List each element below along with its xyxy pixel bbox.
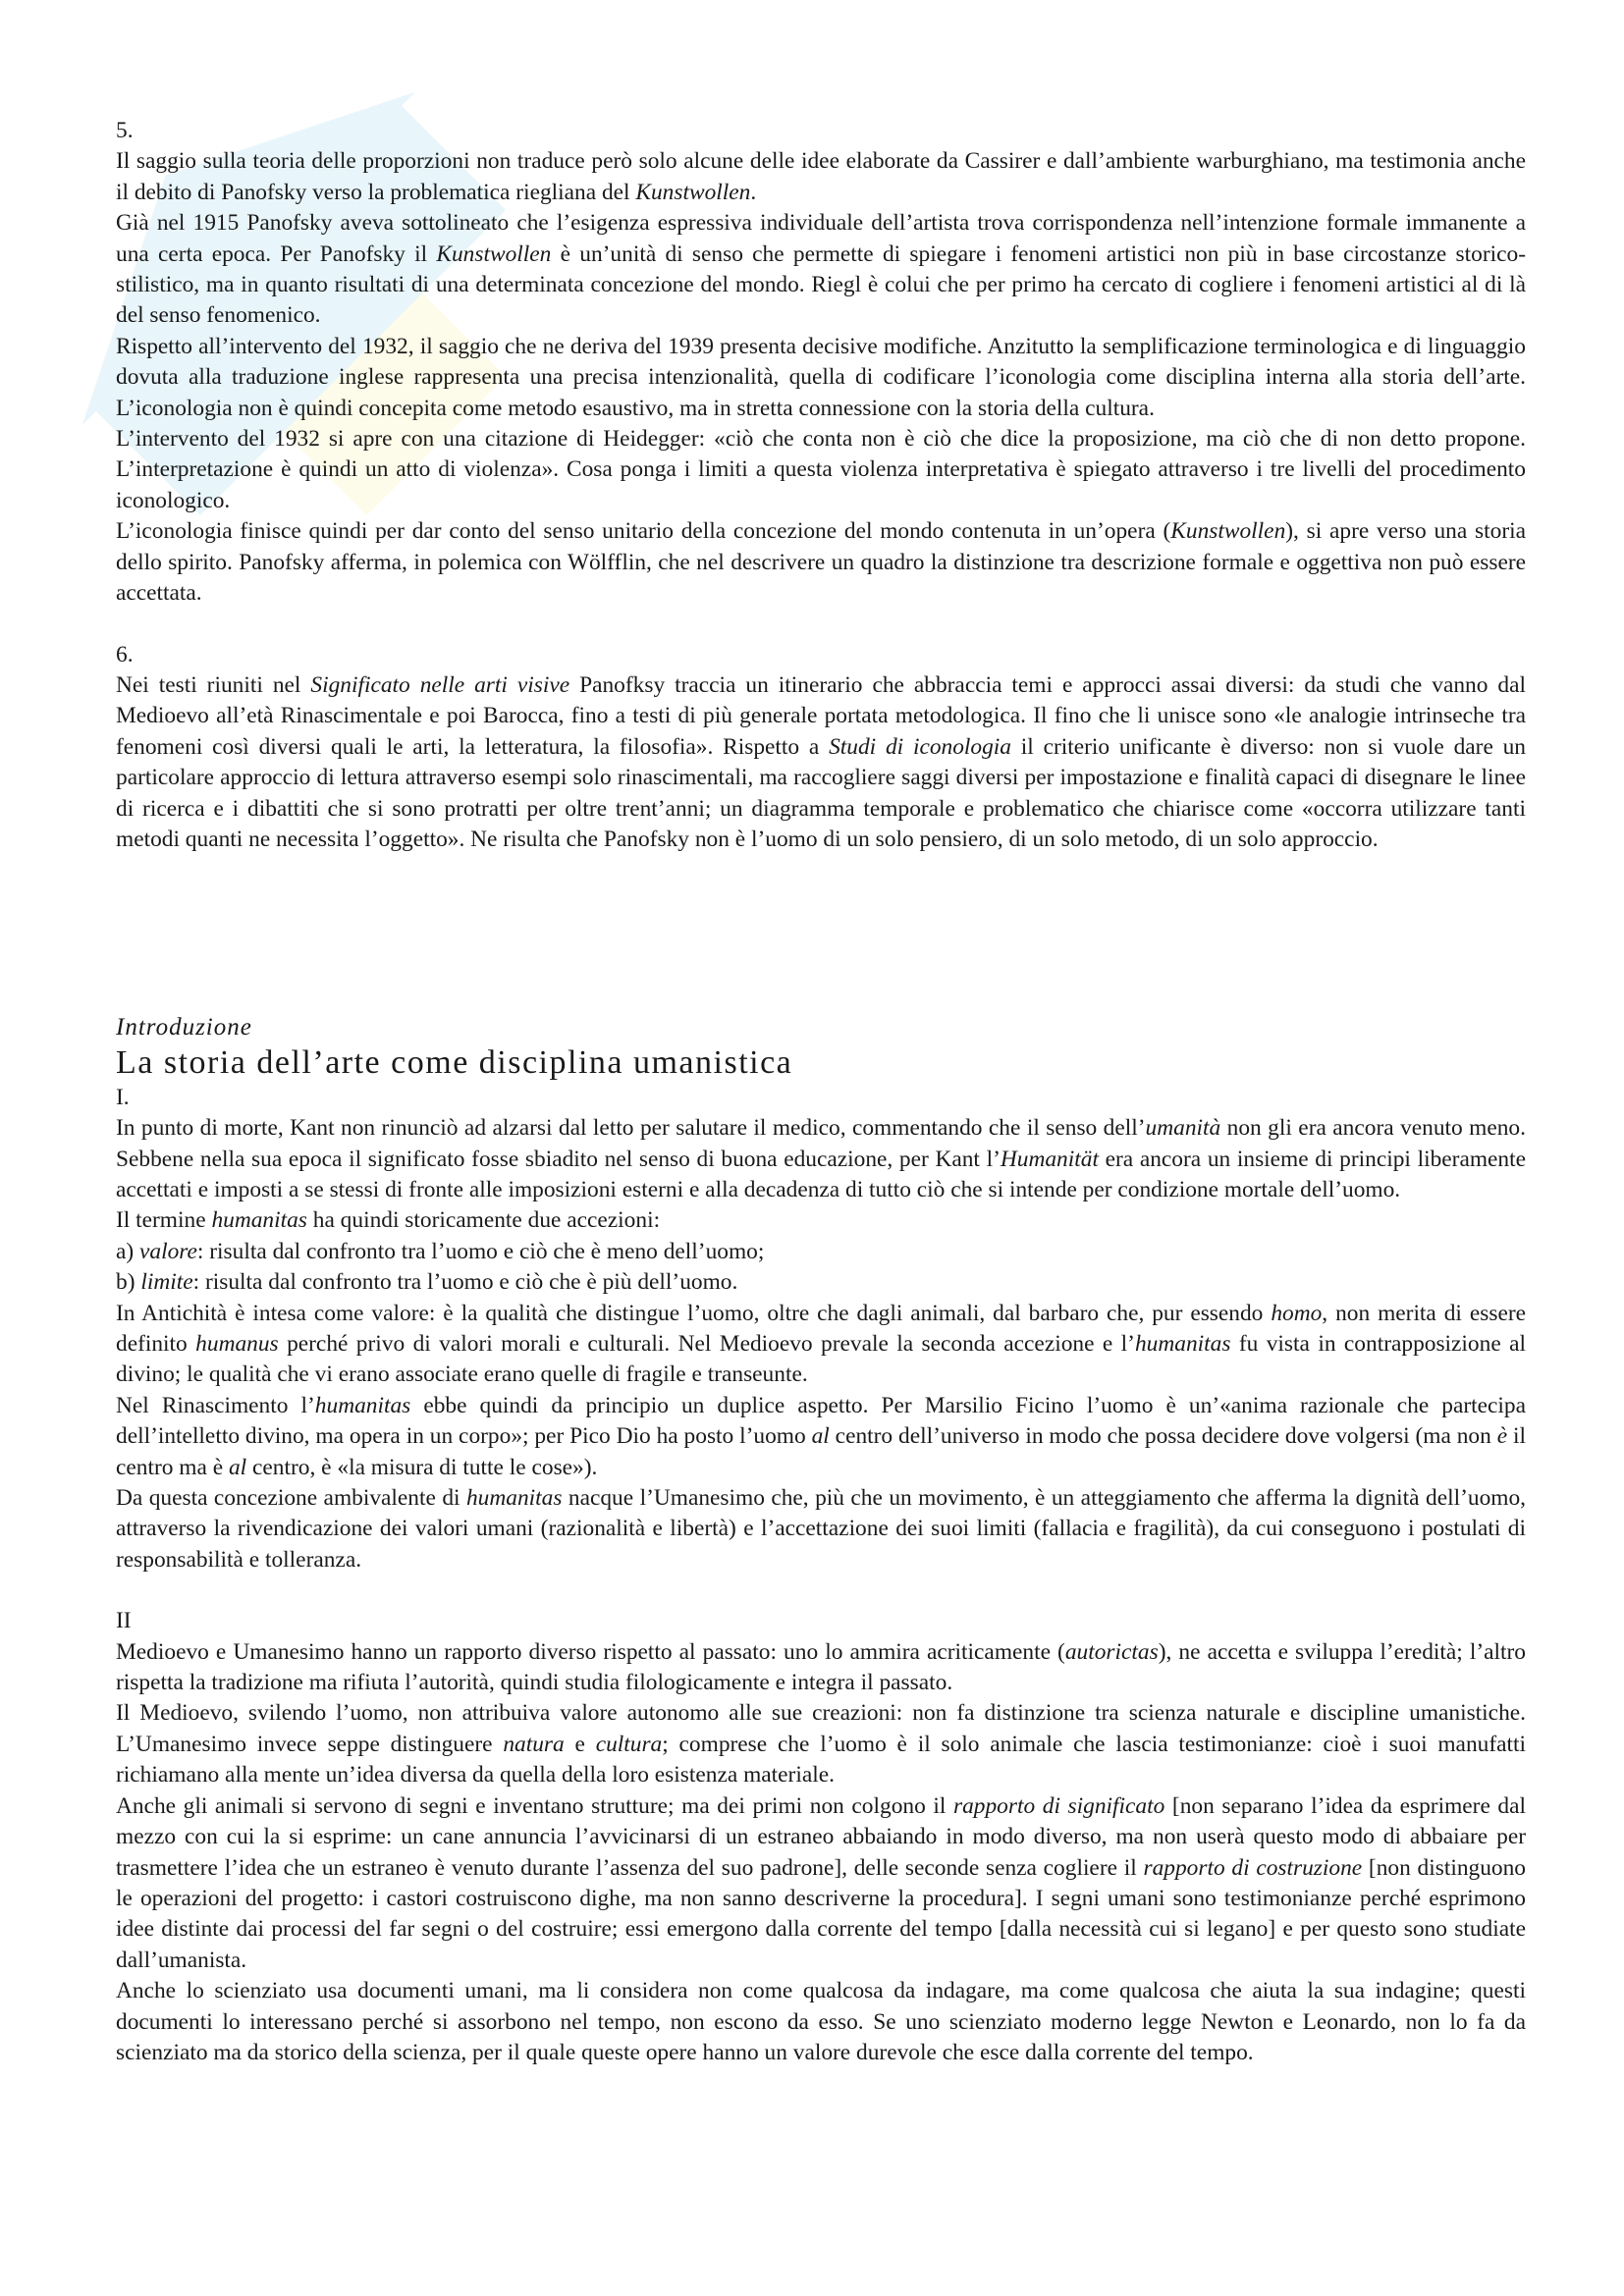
italic-text: Kunstwollen: [436, 240, 552, 267]
document-page: [116, 116, 1526, 2068]
text-run: a): [116, 1238, 140, 1264]
italic-text: valore: [139, 1238, 197, 1264]
italic-text: umanità: [1145, 1115, 1221, 1142]
section-number: 5.: [116, 118, 134, 143]
text-run: b): [116, 1269, 141, 1296]
text-run: ebbe quindi da principio un duplice aspetto. Per Marsilio Ficino l’uomo è un’«anima razionale che partecipa dell’intelletto divino, ma opera in un corpo»; per Pico Dio ha posto l’uomo: [116, 1392, 1526, 1450]
paragraph: [116, 1791, 1526, 1976]
text-run: non gli era ancora venuto meno. Sebbene nella sua epoca il significato fosse sbiadito nel senso di buona educazione, per Kant l’: [116, 1115, 1526, 1172]
text-run: Il Medioevo, svilendo l’uomo, non attribuiva valore autonomo alle sue creazioni: non fa distinzione tra scienza naturale e discipline umanistiche. L’Umanesimo invece seppe distinguere: [116, 1700, 1526, 1757]
text-run: Nei testi riuniti nel: [116, 671, 311, 698]
text-run: Panofksy traccia un itinerario che abbraccia temi e approcci assai diversi: da studi che vanno dal Medioevo all’età Rinascimentale e poi Barocca, fino a testi di più generale portata metodologica. Il fino che li unisce sono «le analogie intrinseche tra fenomeni così diversi quali le arti, la letteratura, la filosofia». Rispetto a: [116, 671, 1526, 760]
paragraph: [116, 146, 1526, 208]
paragraph: [116, 1976, 1526, 2068]
text-run: Da questa concezione ambivalente di: [116, 1485, 466, 1512]
paragraph: [116, 1237, 1526, 1267]
italic-text: Significato nelle arti visive: [310, 671, 570, 698]
text-run: Anche lo scienziato usa documenti umani, ma li considera non come qualcosa da indagare, ma come qualcosa che aiuta la sua indagine; questi documenti lo interessano perché si assorbono nel tempo, non escono da esso. Se uno scienziato moderno legge Newton e Leonardo, non lo fa da scienziato ma da storico della scienza, per il quale queste opere hanno un valore durevole che esce dalla corrente del tempo.: [116, 1978, 1526, 2065]
paragraph: [116, 1205, 1526, 1236]
paragraph: [116, 1391, 1526, 1483]
italic-text: Humanität: [1000, 1146, 1099, 1172]
paragraph: [116, 516, 1526, 609]
chapter-label: Introduzione: [116, 1014, 252, 1041]
italic-text: Kunstwollen: [1170, 518, 1286, 545]
italic-text: è: [1496, 1423, 1508, 1450]
text-run: e: [564, 1731, 596, 1757]
text-run: Nel Rinascimento l’: [116, 1392, 315, 1418]
italic-text: Kunstwollen: [635, 179, 751, 205]
section-5: [116, 116, 1526, 610]
paragraph: [116, 1483, 1526, 1575]
italic-text: humanus: [195, 1331, 279, 1357]
text-run: ), si apre verso una storia dello spirito. Panofsky afferma, in polemica con Wölfflin, che nel descrivere un quadro la distinzione tra descrizione formale e oggettiva non può essere accettata.: [116, 518, 1526, 607]
text-run: perché privo di valori morali e culturali. Nel Medioevo prevale la seconda accezione e l’: [278, 1331, 1135, 1357]
italic-text: homo: [1271, 1300, 1323, 1326]
paragraph: [116, 424, 1526, 516]
italic-text: humanitas: [314, 1392, 411, 1418]
text-run: [non separano l’idea da esprimere dal mezzo con cui la si esprime: un cane annuncia l’avvicinarsi di un estraneo abbaiando in modo diverso, ma non userà questo modo di abbaiare per trasmettere l’idea che un estraneo è venuto durante l’assenza del suo padrone], delle seconde senza cogliere il: [116, 1792, 1526, 1881]
text-run: [non distinguono le operazioni del progetto: i castori costruiscono dighe, ma non sanno descriverne la procedura]. I segni umani sono testimonianze perché esprimono idee distinte dai processi del far segni o del costruire; essi emergono dalla corrente del tempo [dalla necessità cui si legano] e per questo sono studiate dall’umanista.: [116, 1854, 1526, 1973]
paragraph: [116, 670, 1526, 855]
section-I: [116, 1083, 1526, 1576]
italic-text: al: [811, 1423, 830, 1450]
chapter-title: La storia dell’arte come disciplina umanistica: [116, 1043, 793, 1081]
section-number: II: [116, 1608, 132, 1634]
italic-text: al: [228, 1454, 247, 1480]
text-run: il centro ma è: [116, 1423, 1526, 1480]
section-6: [116, 640, 1526, 856]
text-run: Anche gli animali si servono di segni e inventano strutture; ma dei primi non colgono il: [116, 1792, 953, 1819]
paragraph: [116, 1698, 1526, 1790]
text-run: Il termine: [116, 1207, 212, 1234]
text-run: In punto di morte, Kant non rinunciò ad alzarsi dal letto per salutare il medico, commentando che il senso dell’: [116, 1115, 1146, 1142]
paragraph: [116, 1267, 1526, 1298]
text-run: ha quindi storicamente due accezioni:: [306, 1207, 661, 1234]
italic-text: autorictas: [1064, 1638, 1159, 1665]
text-run: In Antichità è intesa come valore: è la qualità che distingue l’uomo, oltre che dagli animali, dal barbaro che, pur essendo: [116, 1300, 1272, 1326]
section-number: I.: [116, 1084, 130, 1110]
paragraph: [116, 1637, 1526, 1699]
text-run: , non merita di essere definito: [116, 1300, 1526, 1357]
text-run: ), ne accetta e sviluppa l’eredità; l’altro rispetta la tradizione ma rifiuta l’autorità, quindi studia filologicamente e integra il passato.: [116, 1638, 1527, 1696]
text-run: L’iconologia finisce quindi per dar conto del senso unitario della concezione del mondo contenuta in un’opera (: [116, 518, 1171, 545]
section-body: [116, 1113, 1526, 1575]
text-run: era ancora un insieme di principi liberamente accettati e imposti a se stessi di fronte alle imposizioni esterni e alla decadenza di tutto ciò che si intende per condizione mortale dell’uomo.: [116, 1146, 1526, 1202]
text-run: centro, è «la misura di tutte le cose»).: [246, 1454, 598, 1480]
text-run: : risulta dal confronto tra l’uomo e ciò che è meno dell’uomo;: [196, 1238, 765, 1264]
paragraph: [116, 208, 1526, 332]
text-run: : risulta dal confronto tra l’uomo e ciò che è più dell’uomo.: [192, 1269, 738, 1296]
italic-text: limite: [140, 1269, 193, 1296]
text-run: centro dell’universo in modo che possa decidere dove volgersi (ma non: [829, 1423, 1497, 1450]
text-run: il criterio unificante è diverso: non si vuole dare un particolare approccio di lettura attraverso esempi solo rinascimentali, ma raccogliere saggi diversi per impostazione e finalità capaci di disegnare le linee di ricerca e i dibattiti che si sono protratti per oltre trent’anni; un diagramma temporale e problematico che chiarisce come «occorra utilizzare tanti metodi quanti ne necessita l’oggetto». Ne risulta che Panofsky non è l’uomo di un solo pensiero, di un solo metodo, di un solo approccio.: [116, 733, 1527, 852]
text-run: Il saggio sulla teoria delle proporzioni non traduce però solo alcune delle idee elaborate da Cassirer e dall’ambiente warburghiano, ma testimonia anche il debito di Panofsky verso la problematica riegliana del: [116, 148, 1526, 205]
italic-text: rapporto di costruzione: [1143, 1854, 1363, 1881]
italic-text: natura: [503, 1731, 565, 1757]
italic-text: humanitas: [211, 1207, 307, 1234]
text-run: è un’unità di senso che permette di spiegare i fenomeni artistici non più in base circostanze storico-stilistico, ma in quanto risultati di una determinata concezione del mondo. Riegl è colui che per primo ha cercato di cogliere i fenomeni artistici al di là del senso fenomenico.: [116, 240, 1527, 329]
section-body: [116, 1637, 1526, 2069]
text-run: .: [750, 179, 757, 205]
section-number: 6.: [116, 641, 134, 667]
section-body: [116, 146, 1526, 609]
text-run: Già nel 1915 Panofsky aveva sottolineato che l’esigenza espressiva individuale dell’artista trova corrispondenza nell’intenzione formale immanente a una certa epoca. Per Panofsky il: [116, 210, 1526, 267]
paragraph: [116, 1299, 1526, 1391]
text-run: Rispetto all’intervento del 1932, il saggio che ne deriva del 1939 presenta decisive modifiche. Anzitutto la semplificazione terminologica e di linguaggio dovuta alla traduzione inglese rappresenta una precisa intenzionalità, quella di codificare l’iconologia come disciplina interna alla storia dell’arte. L’iconologia non è quindi concepita come metodo esaustivo, ma in stretta connessione con la storia della cultura.: [116, 333, 1526, 421]
italic-text: humanitas: [465, 1485, 563, 1512]
text-run: nacque l’Umanesimo che, più che un movimento, è un atteggiamento che afferma la dignità dell’uomo, attraverso la rivendicazione dei valori umani (razionalità e libertà) e l’accettazione dei suoi limiti (fallacia e fragilità), da cui conseguono i postulati di responsabilità e tolleranza.: [116, 1485, 1526, 1573]
paragraph: [116, 1113, 1526, 1205]
italic-text: humanitas: [1134, 1331, 1231, 1357]
italic-text: cultura: [595, 1731, 663, 1757]
paragraph: [116, 332, 1526, 424]
text-run: L’intervento del 1932 si apre con una citazione di Heidegger: «ciò che conta non è ciò che dice la proposizione, ma ciò che di non detto propone. L’interpretazione è quindi un atto di violenza». Cosa ponga i limiti a questa violenza interpretativa è spiegato attraverso i tre livelli del procedimento iconologico.: [116, 426, 1526, 513]
section-body: [116, 670, 1526, 855]
text-run: Medioevo e Umanesimo hanno un rapporto diverso rispetto al passato: uno lo ammira acriticamente (: [116, 1638, 1065, 1665]
italic-text: Studi di iconologia: [829, 733, 1012, 760]
section-II: [116, 1606, 1526, 2068]
italic-text: rapporto di significato: [952, 1792, 1165, 1819]
text-run: fu vista in contrapposizione al divino; le qualità che vi erano associate erano quelle di fragile e transeunte.: [116, 1331, 1526, 1388]
text-run: ; comprese che l’uomo è il solo animale che lascia testimonianze: cioè i suoi manufatti richiamano alla mente un’idea diversa da quella della loro esistenza materiale.: [116, 1731, 1526, 1789]
